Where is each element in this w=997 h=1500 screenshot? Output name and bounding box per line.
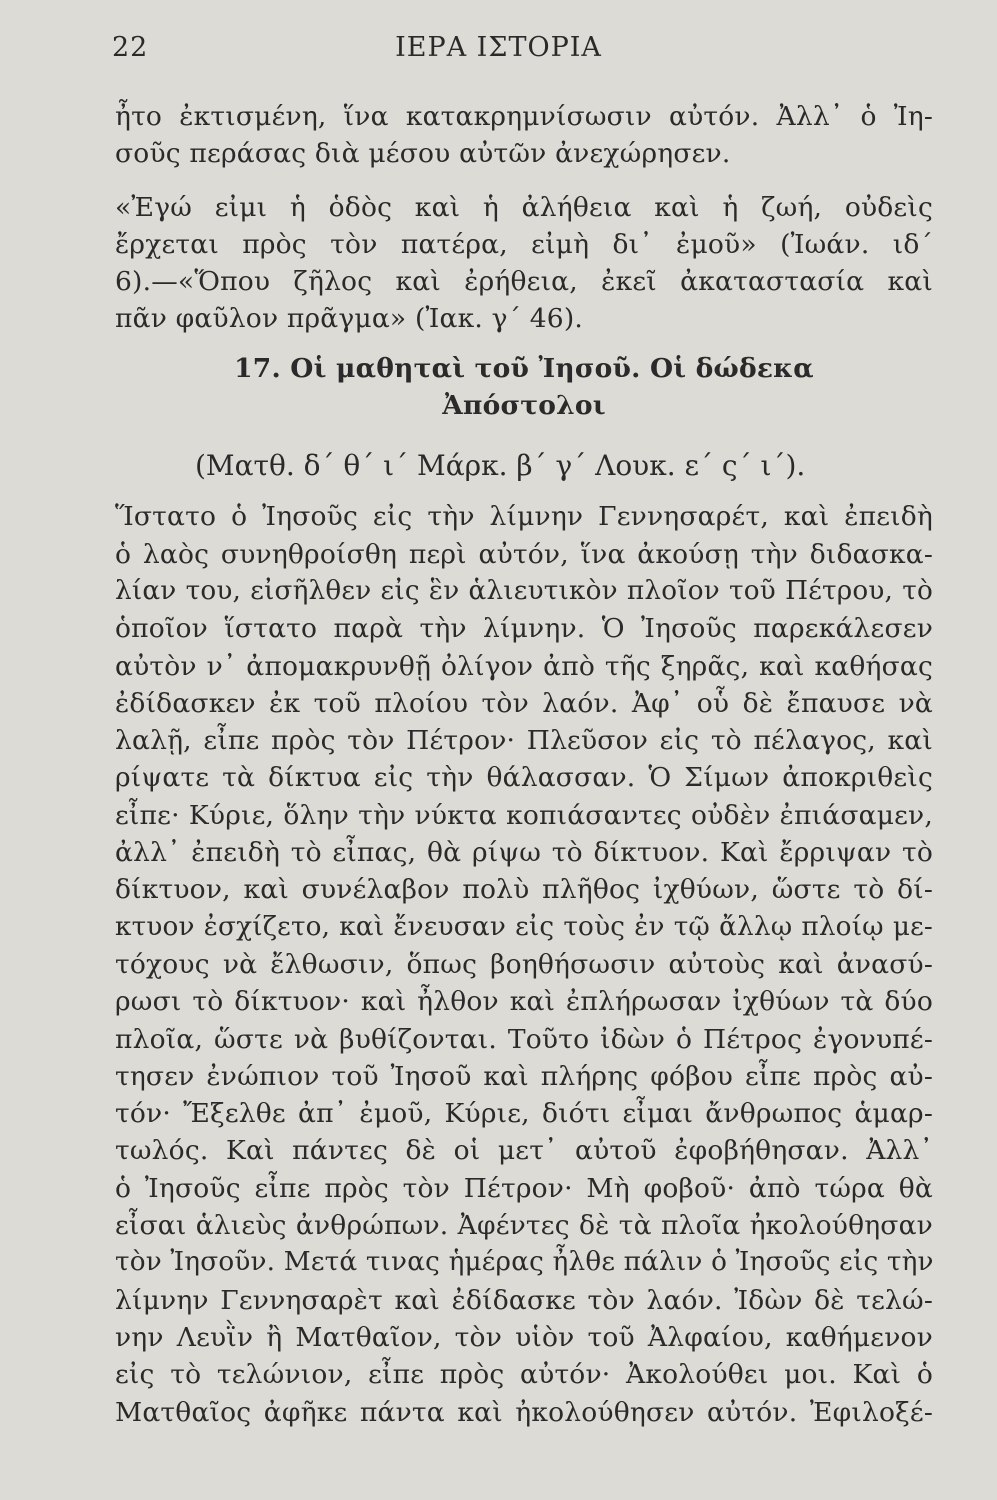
- text-line: ὁ λαὸς συνηθροίσθη περὶ αὐτόν, ἵνα ἀκούσῃ τὴν διδασκα-: [115, 538, 933, 570]
- scripture-references: (Ματθ. δ΄ θ΄ ι΄ Μάρκ. β΄ γ΄ Λουκ. ε΄ ς΄ ι΄).: [195, 449, 806, 483]
- text-line: νην Λευῒν ἢ Ματθαῖον, τὸν υἱὸν τοῦ Ἀλφαίου, καθήμενον: [115, 1321, 933, 1353]
- text-line: ὁποῖον ἵστατο παρὰ τὴν λίμνην. Ὁ Ἰησοῦς παρεκάλεσεν: [115, 613, 933, 645]
- quote-paragraph: [115, 189, 933, 338]
- running-title: ΙΕΡΑ ΙΣΤΟΡΙΑ: [395, 32, 602, 63]
- text-line: ρίψατε τὰ δίκτυα εἰς τὴν θάλασσαν. Ὁ Σίμων ἀποκριθεὶς: [115, 762, 933, 794]
- text-line: κτυον ἐσχίζετο, καὶ ἔνευσαν εἰς τοὺς ἐν τῷ ἄλλῳ πλοίῳ με-: [115, 911, 933, 942]
- text-line: αὐτὸν ν᾽ ἀπομακρυνθῇ ὀλίγον ἀπὸ τῆς ξηρᾶς, καὶ καθήσας: [115, 650, 933, 682]
- page-number: 22: [112, 32, 149, 63]
- text-line: Ματθαῖος ἀφῆκε πάντα καὶ ἠκολούθησεν αὐτόν. Ἐφιλοξέ-: [115, 1396, 933, 1428]
- text-line: εἰς τὸ τελώνιον, εἶπε πρὸς αὐτόν· Ἀκολούθει μοι. Καὶ ὁ: [115, 1359, 933, 1391]
- intro-paragraph: [115, 98, 933, 173]
- text-line: «Ἐγώ εἰμι ἡ ὁδὸς καὶ ἡ ἀλήθεια καὶ ἡ ζωή, οὐδεὶς: [115, 191, 933, 223]
- text-line: λίαν του, εἰσῆλθεν εἰς ἓν ἁλιευτικὸν πλοῖον τοῦ Πέτρου, τὸ: [115, 575, 933, 606]
- text-line: εἶπε· Κύριε, ὅλην τὴν νύκτα κοπιάσαντες οὐδὲν ἐπιάσαμεν,: [115, 799, 933, 831]
- text-line: ἐδίδασκεν ἐκ τοῦ πλοίου τὸν λαόν. Ἀφ᾽ οὗ δὲ ἔπαυσε νὰ: [115, 687, 933, 719]
- text-line: τησεν ἐνώπιον τοῦ Ἰησοῦ καὶ πλήρης φόβου εἶπε πρὸς αὐ-: [115, 1060, 933, 1092]
- heading-line: Ἀπόστολοι: [442, 390, 606, 422]
- text-line: Ἵστατο ὁ Ἰησοῦς εἰς τὴν λίμνην Γεννησαρέτ, καὶ ἐπειδὴ: [115, 501, 933, 533]
- text-line: ἔρχεται πρὸς τὸν πατέρα, εἰμὴ δι᾽ ἐμοῦ» (Ἰωάν. ιδ΄: [115, 228, 933, 260]
- text-line: σοῦς περάσας διὰ μέσου αὐτῶν ἀνεχώρησεν.: [115, 138, 731, 170]
- text-line: λίμνην Γεννησαρὲτ καὶ ἐδίδασκε τὸν λαόν. Ἰδὼν δὲ τελώ-: [115, 1284, 933, 1316]
- text-line: δίκτυον, καὶ συνέλαβον πολὺ πλῆθος ἰχθύων, ὥστε τὸ δί-: [115, 874, 933, 906]
- text-line: τόν· Ἔξελθε ἀπ᾽ ἐμοῦ, Κύριε, διότι εἶμαι ἄνθρωπος ἁμαρ-: [115, 1098, 933, 1130]
- text-line: 6).—«Ὅπου ζῆλος καὶ ἐρήθεια, ἐκεῖ ἀκαταστασία καὶ: [115, 266, 933, 298]
- text-line: πᾶν φαῦλον πρᾶγμα» (Ἰακ. γ΄ 46).: [115, 303, 584, 335]
- main-paragraph: [115, 498, 933, 1430]
- text-line: τόχους νὰ ἔλθωσιν, ὅπως βοηθήσωσιν αὐτοὺς καὶ ἀνασύ-: [115, 948, 933, 980]
- text-line: εἶσαι ἁλιεὺς ἀνθρώπων. Ἀφέντες δὲ τὰ πλοῖα ἠκολούθησαν: [115, 1210, 933, 1242]
- page-header: [0, 32, 997, 72]
- text-line: λαλῇ, εἶπε πρὸς τὸν Πέτρον· Πλεῦσον εἰς τὸ πέλαγος, καὶ: [115, 725, 933, 757]
- text-line: τὸν Ἰησοῦν. Μετά τινας ἡμέρας ἦλθε πάλιν ὁ Ἰησοῦς εἰς τὴν: [115, 1247, 934, 1278]
- text-line: ρωσι τὸ δίκτυον· καὶ ἦλθον καὶ ἐπλήρωσαν ἰχθύων τὰ δύο: [115, 986, 933, 1018]
- text-line: ἦτο ἐκτισμένη, ἵνα κατακρημνίσωσιν αὐτόν. Ἀλλ᾽ ὁ Ἰη-: [115, 101, 933, 132]
- page-body: [115, 98, 933, 1431]
- text-line: πλοῖα, ὥστε νὰ βυθίζονται. Τοῦτο ἰδὼν ὁ Πέτρος ἐγονυπέ-: [115, 1023, 933, 1055]
- text-line: ὁ Ἰησοῦς εἶπε πρὸς τὸν Πέτρον· Μὴ φοβοῦ· ἀπὸ τώρα θὰ: [115, 1172, 933, 1204]
- text-line: τωλός. Καὶ πάντες δὲ οἱ μετ᾽ αὐτοῦ ἐφοβήθησαν. Ἀλλ᾽: [115, 1135, 933, 1167]
- text-line: ἀλλ᾽ ἐπειδὴ τὸ εἶπας, θὰ ρίψω τὸ δίκτυον. Καὶ ἔρριψαν τὸ: [115, 837, 933, 869]
- heading-line: 17. Οἱ μαθηταὶ τοῦ Ἰησοῦ. Οἱ δώδεκα: [234, 352, 814, 384]
- section-heading: [115, 350, 933, 425]
